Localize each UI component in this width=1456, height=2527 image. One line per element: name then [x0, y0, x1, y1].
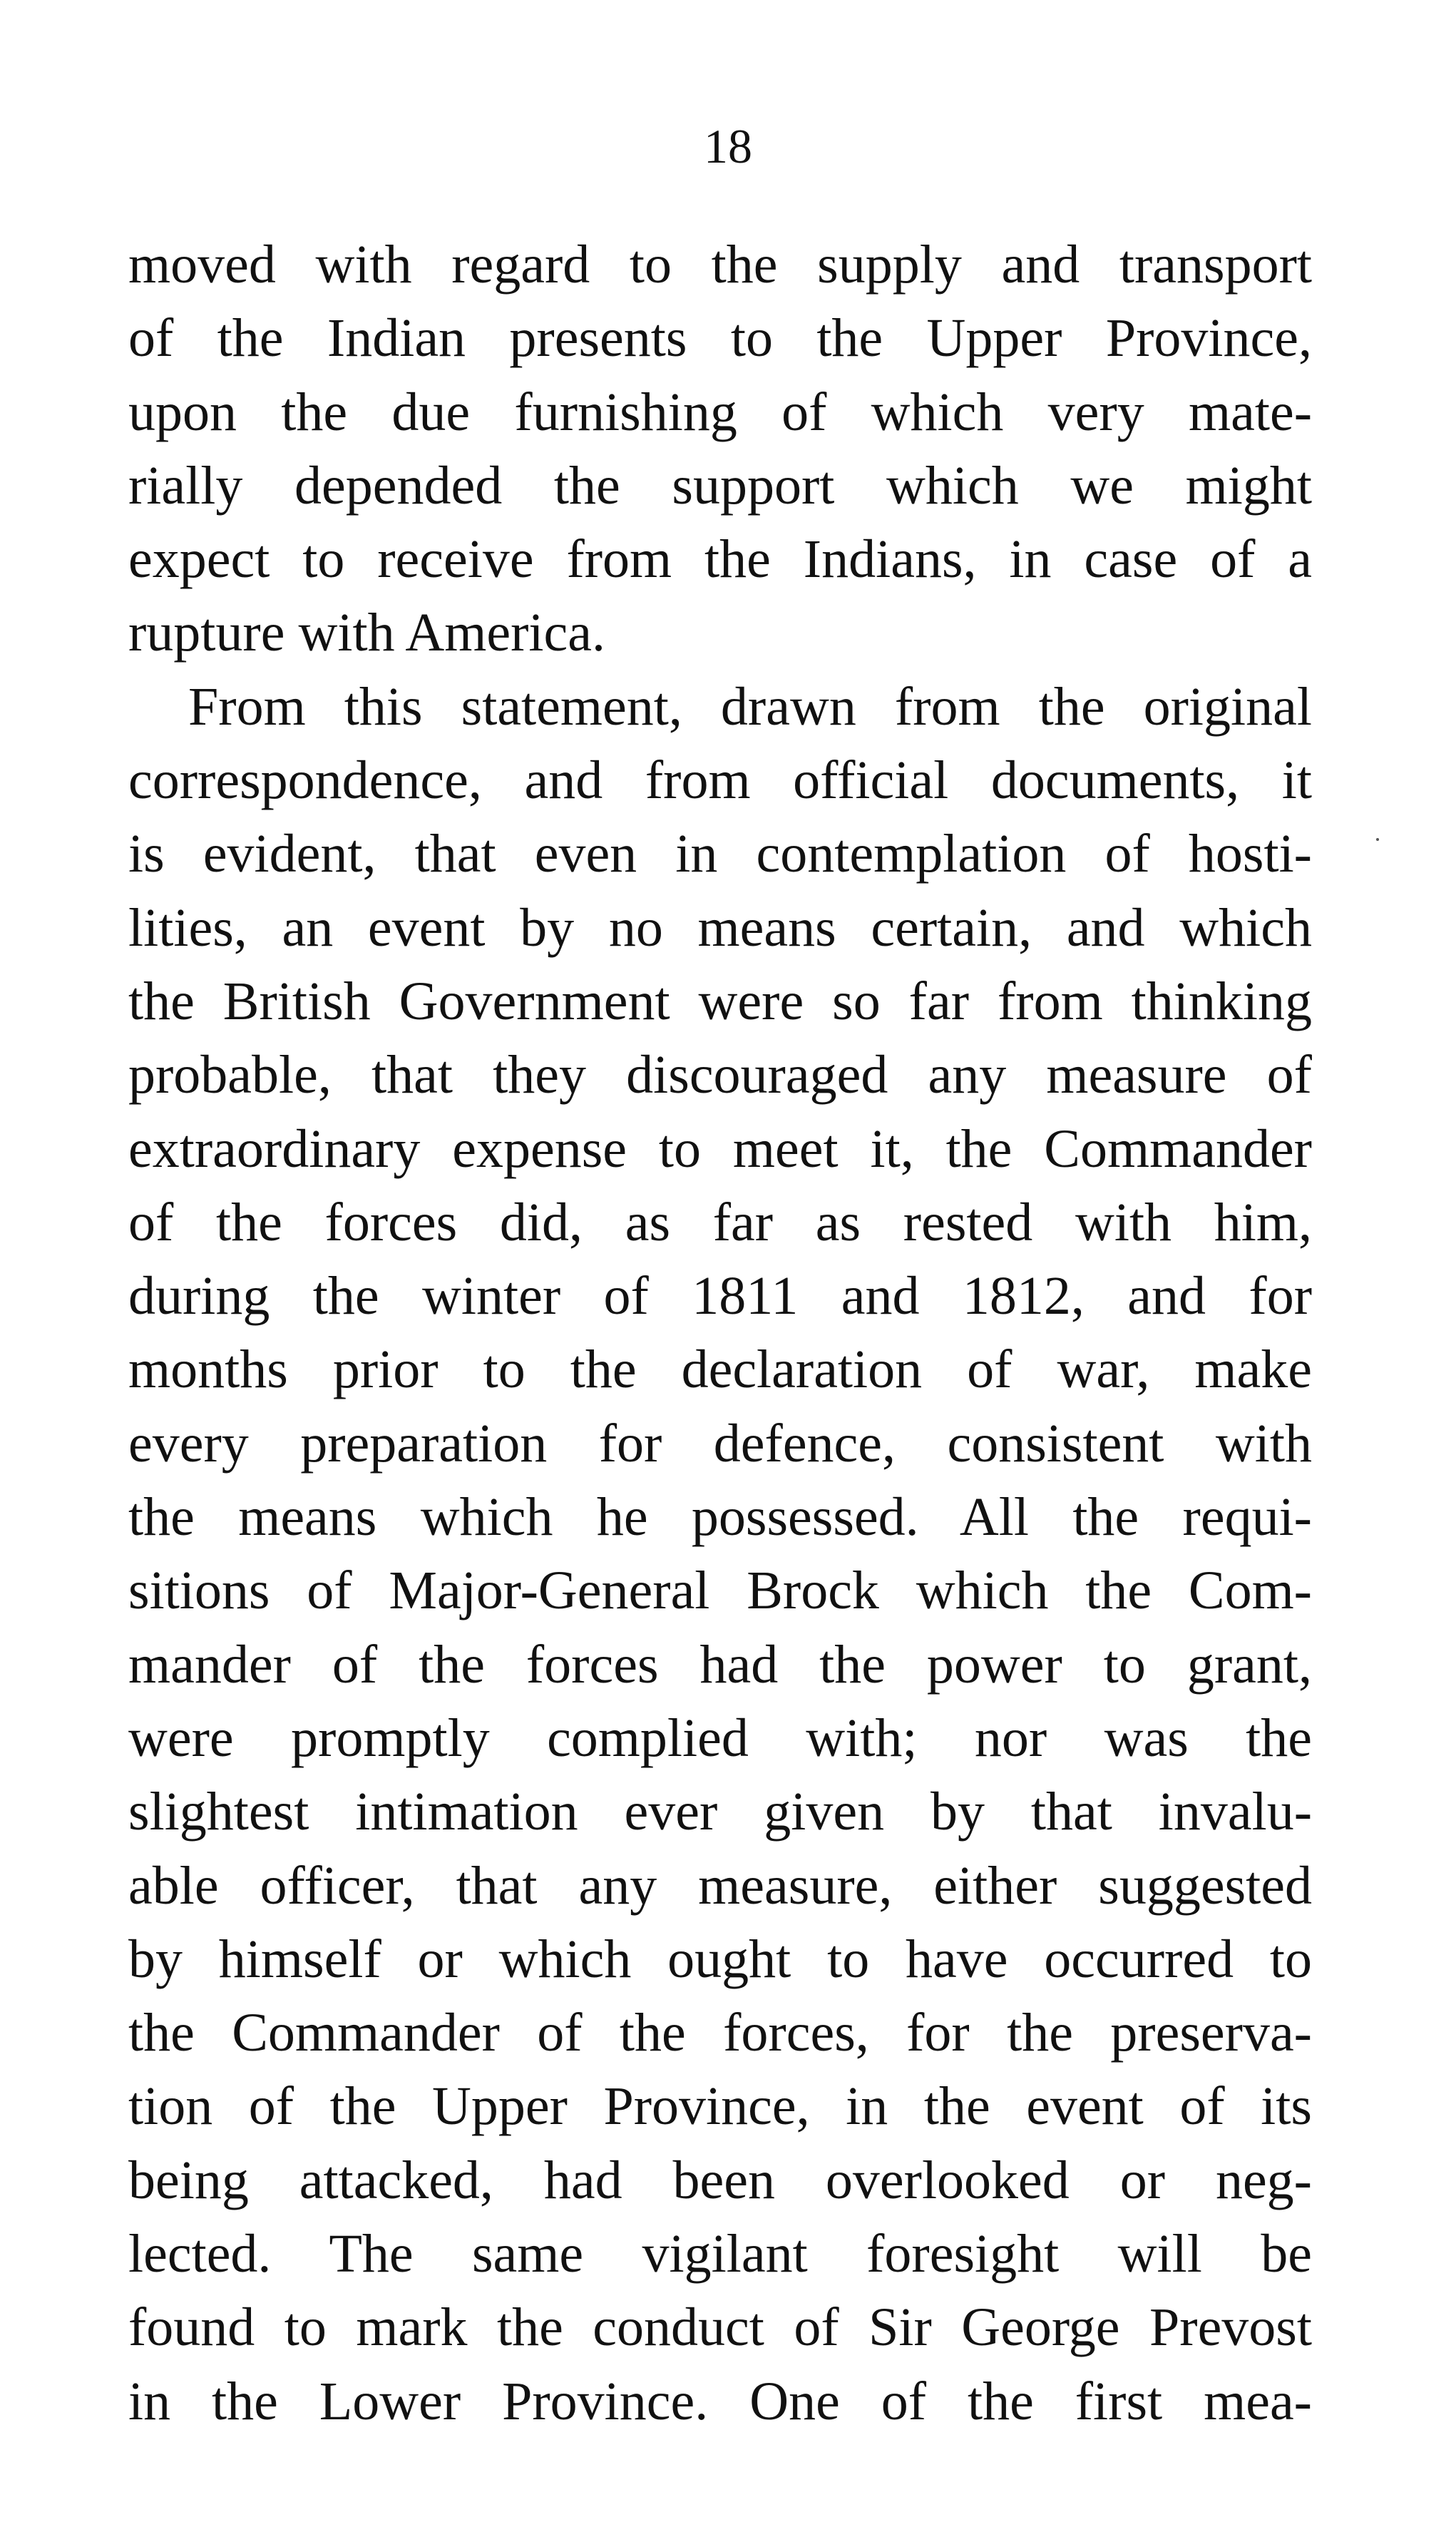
- text-line: correspondence, and from official documents, it: [128, 750, 1312, 811]
- page-number: 18: [704, 119, 752, 173]
- paper-speck: [1376, 838, 1379, 841]
- text-line: able officer, that any measure, either suggested: [128, 1855, 1312, 1916]
- text-line: the Commander of the forces, for the preserva-: [128, 2003, 1312, 2063]
- text-line: months prior to the declaration of war, make: [128, 1339, 1312, 1400]
- text-line: every preparation for defence, consistent with: [128, 1413, 1312, 1474]
- text-line: upon the due furnishing of which very mate-: [128, 382, 1312, 442]
- text-line: being attacked, had been overlooked or neg-: [128, 2150, 1312, 2210]
- text-line: is evident, that even in contemplation of hosti-: [128, 824, 1312, 884]
- text-line: the British Government were so far from thinking: [128, 971, 1312, 1031]
- text-line: in the Lower Province. One of the first mea-: [128, 2371, 1312, 2431]
- text-line: tion of the Upper Province, in the event of its: [128, 2076, 1312, 2137]
- text-line: during the winter of 1811 and 1812, and for: [128, 1266, 1312, 1327]
- text-line: probable, that they discouraged any measure of: [128, 1045, 1312, 1106]
- text-line: slightest intimation ever given by that invalu-: [128, 1782, 1312, 1842]
- text-line: lected. The same vigilant foresight will be: [128, 2224, 1312, 2284]
- paragraph-start-line: From this statement, drawn from the original: [188, 676, 1312, 737]
- text-line: the means which he possessed. All the requi-: [128, 1487, 1312, 1548]
- text-line: were promptly complied with; nor was the: [128, 1707, 1312, 1768]
- text-line: found to mark the conduct of Sir George Prevost: [128, 2297, 1312, 2358]
- body-text: [128, 228, 1312, 2439]
- text-line: by himself or which ought to have occurred to: [128, 1929, 1312, 1989]
- text-line: lities, an event by no means certain, and which: [128, 897, 1312, 958]
- paragraph-end-line: rupture with America.: [128, 603, 606, 663]
- text-line: rially depended the support which we might: [128, 455, 1312, 516]
- text-line: of the forces did, as far as rested with him,: [128, 1192, 1312, 1252]
- text-line: moved with regard to the supply and transport: [128, 235, 1312, 295]
- text-line: expect to receive from the Indians, in case of a: [128, 529, 1312, 590]
- text-line: of the Indian presents to the Upper Province,: [128, 308, 1312, 369]
- text-line: extraordinary expense to meet it, the Commander: [128, 1118, 1312, 1179]
- text-line: sitions of Major-General Brock which the Com-: [128, 1561, 1312, 1621]
- text-line: mander of the forces had the power to grant,: [128, 1634, 1312, 1695]
